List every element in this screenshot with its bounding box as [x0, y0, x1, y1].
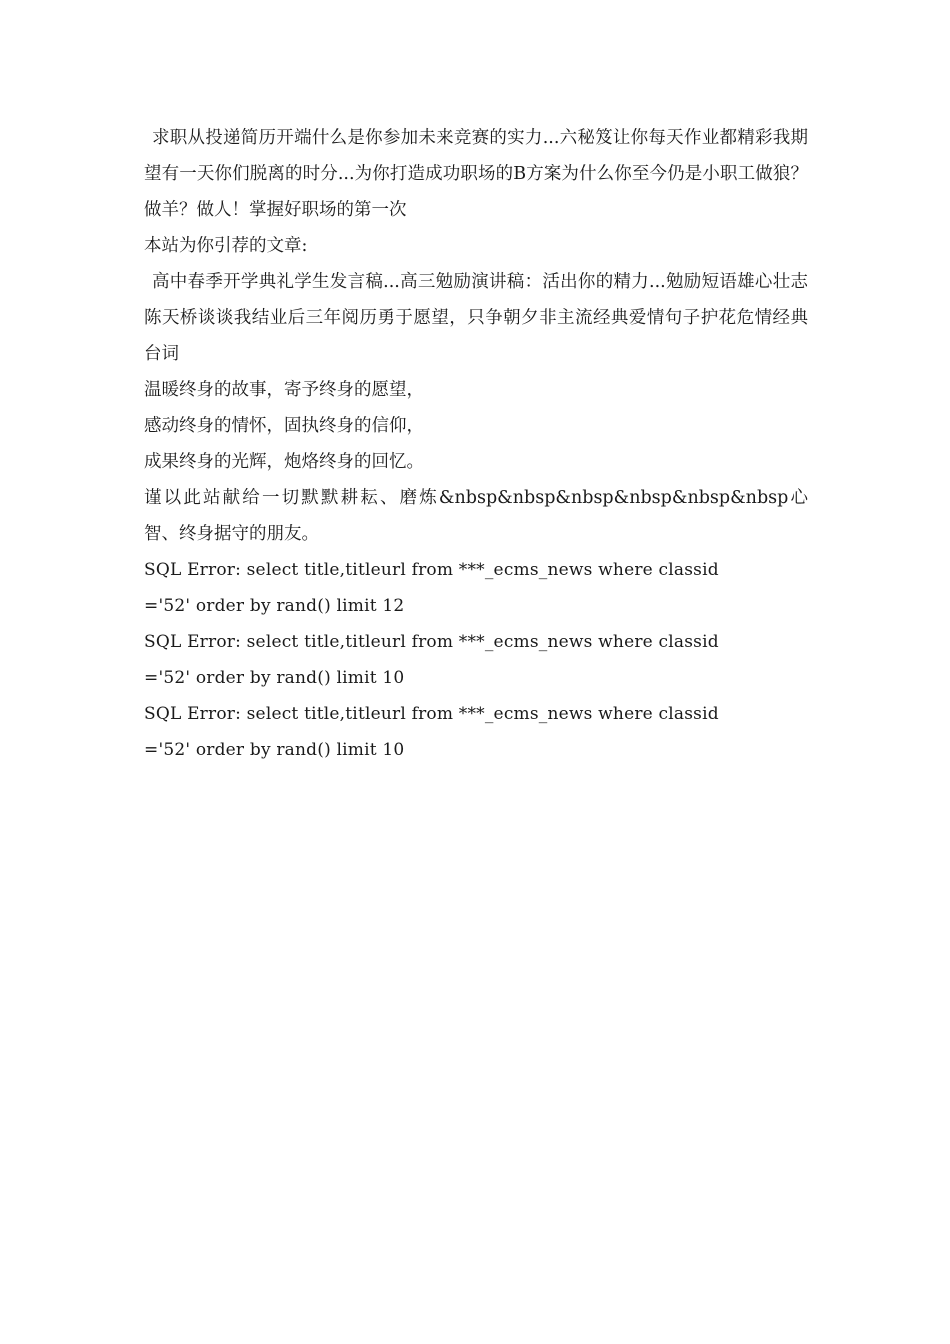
sql-error-line: SQL Error: select title,titleurl from ***_ecms_news where classid: [144, 560, 719, 580]
sql-error-block: [144, 552, 808, 624]
recommend-paragraph: 高中春季开学典礼学生发言稿...高三勉励演讲稿：活出你的精力...勉励短语雄心壮志陈天桥谈谈我结业后三年阅历勇于愿望，只争朝夕非主流经典爱情句子护花危情经典台词: [144, 272, 808, 364]
sql-error-line: SQL Error: select title,titleurl from ***_ecms_news where classid: [144, 632, 719, 652]
document-page: [144, 120, 808, 768]
sql-error-block: [144, 696, 808, 768]
sql-error-line: ='52' order by rand() limit 10: [144, 668, 405, 688]
recommend-heading: 本站为你引荐的文章:: [144, 236, 308, 256]
dedication-paragraph: 谨以此站献给一切默默耕耘、磨炼&nbsp&nbsp&nbsp&nbsp&nbsp&nbsp心智、终身据守的朋友。: [144, 488, 808, 544]
verse-line-1: 温暖终身的故事，寄予终身的愿望，: [144, 380, 424, 400]
sql-error-line: SQL Error: select title,titleurl from ***_ecms_news where classid: [144, 704, 719, 724]
intro-paragraph: 求职从投递简历开端什么是你参加未来竞赛的实力...六秘笈让你每天作业都精彩我期望有一天你们脱离的时分...为你打造成功职场的B方案为什么你至今仍是小职工做狼？做羊？做人！掌握好职场的第一次: [144, 128, 808, 220]
verse-line-2: 感动终身的情怀，固执终身的信仰，: [144, 416, 424, 436]
sql-error-block: [144, 624, 808, 696]
sql-error-line: ='52' order by rand() limit 12: [144, 596, 405, 616]
verse-line-3: 成果终身的光辉，炮烙终身的回忆。: [144, 452, 424, 472]
sql-error-line: ='52' order by rand() limit 10: [144, 740, 405, 760]
